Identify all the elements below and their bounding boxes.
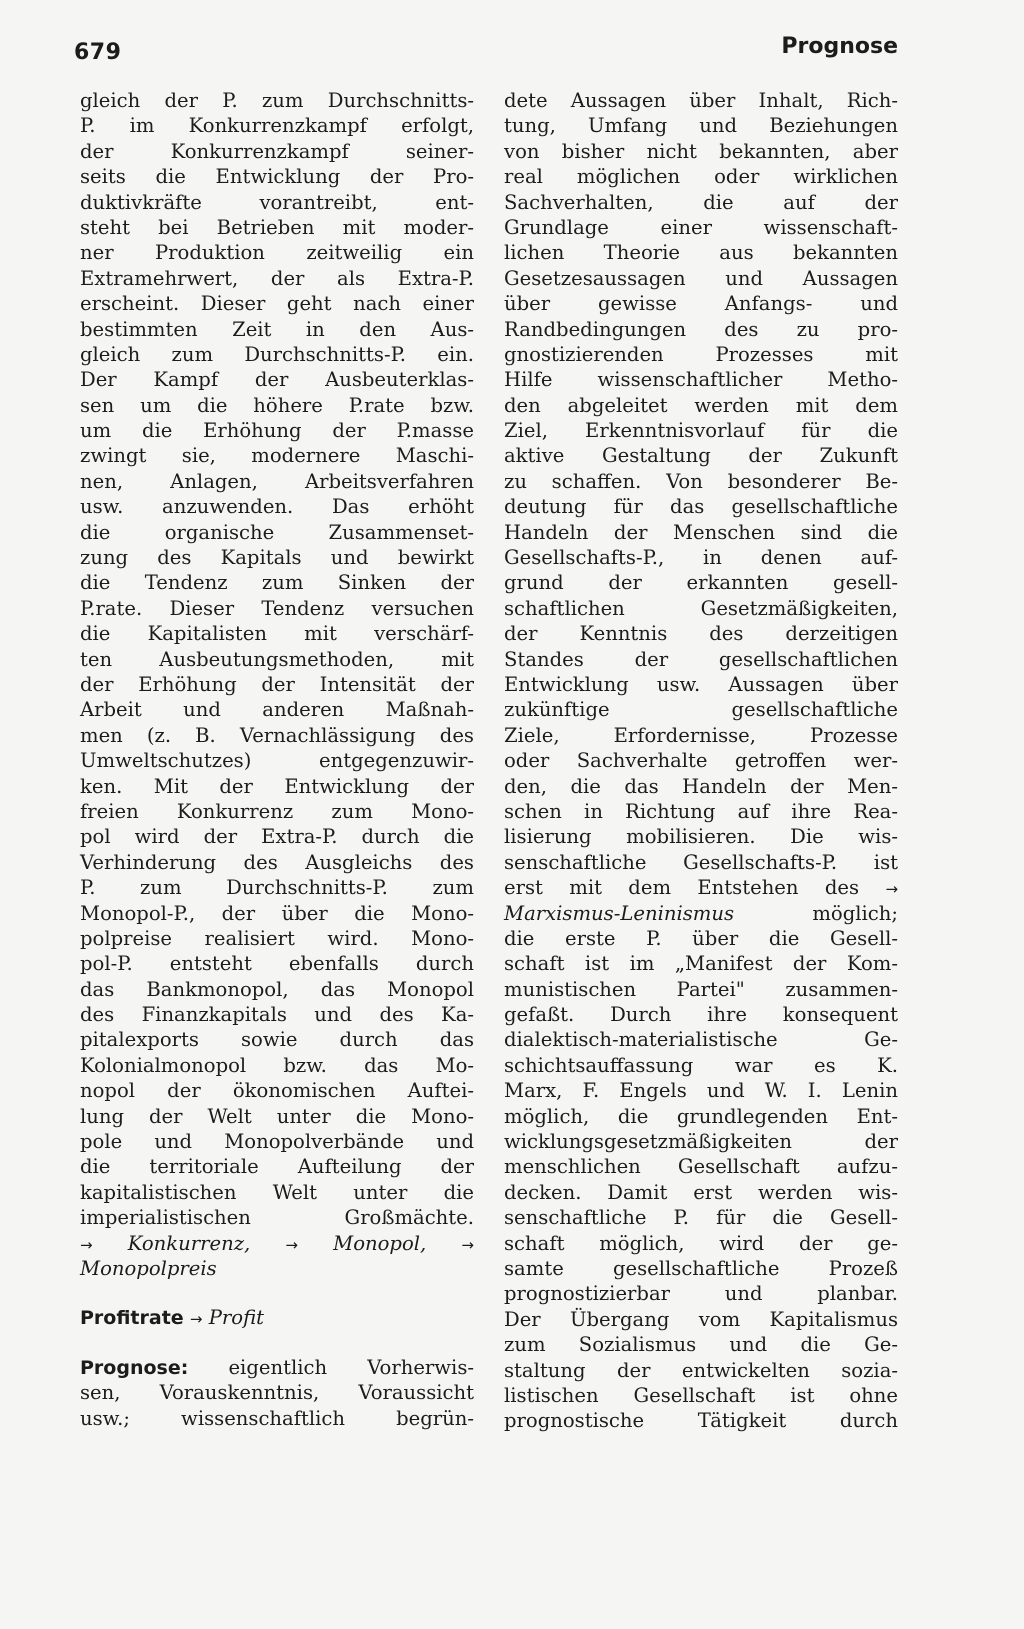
text-line: nopol der ökonomischen Auftei- (80, 1079, 474, 1103)
text-line: wicklungsgesetzmäßigkeiten der (504, 1130, 898, 1154)
text-line: bestimmten Zeit in den Aus- (80, 317, 474, 341)
text-line: Der Übergang vom Kapitalismus (504, 1307, 898, 1331)
text-line: freien Konkurrenz zum Mono- (80, 799, 474, 823)
text-line: Kolonialmonopol bzw. das Mo- (80, 1053, 474, 1077)
headword-profitrate: Profitrate (80, 1307, 184, 1330)
text-line: staltung der entwickelten sozia- (504, 1358, 898, 1382)
text-line: zwingt sie, modernere Maschi- (80, 444, 474, 468)
text-line: das Bankmonopol, das Monopol (80, 977, 474, 1001)
text-line: Arbeit und anderen Maßnah- (80, 698, 474, 722)
text-line: listischen Gesellschaft ist ohne (504, 1383, 898, 1407)
text-line: Gesetzesaussagen und Aussagen (504, 266, 898, 290)
text-fragment: erst mit dem Entstehen des (504, 876, 860, 900)
text-line: real möglichen oder wirklichen (504, 165, 898, 189)
text-line: zung des Kapitals und bewirkt (80, 546, 474, 570)
text-line: gefaßt. Durch ihre konsequent (504, 1003, 898, 1027)
text-line: aktive Gestaltung der Zukunft (504, 444, 898, 468)
text-line: ken. Mit der Entwicklung der (80, 774, 474, 798)
text-line: Umweltschutzes) entgegenzuwir- (80, 749, 474, 773)
text-line: lisierung mobilisieren. Die wis- (504, 825, 898, 849)
entry-prognose-line-1 (80, 1355, 474, 1380)
text-line: usw. anzuwenden. Das erhöht (80, 495, 474, 519)
text-line: pol wird der Extra-P. durch die (80, 825, 474, 849)
text-line: ner Produktion zeitweilig ein (80, 241, 474, 265)
text-line: den, die das Handeln der Men- (504, 774, 898, 798)
text-line: Sachverhalten, die auf der (504, 190, 898, 214)
text-line: lichen Theorie aus bekannten (504, 241, 898, 265)
entry-profitrate (80, 1305, 474, 1330)
text-line: zukünftige gesellschaftliche (504, 698, 898, 722)
text-line: die Kapitalisten mit verschärf- (80, 622, 474, 646)
text-line (504, 901, 898, 926)
text-line: schichtsauffassung war es K. (504, 1053, 898, 1077)
entry-prognose-line-3: usw.; wissenschaftlich begrün- (80, 1406, 474, 1430)
arrow-icon: → (189, 1310, 203, 1329)
headword-prognose: Prognose: (80, 1356, 189, 1379)
text-line: Gesellschafts-P., in denen auf- (504, 546, 898, 570)
text-line: die organische Zusammenset- (80, 520, 474, 544)
text-line: gleich der P. zum Durchschnitts- (80, 89, 474, 112)
entry-prognose-text: eigentlich Vorherwis- (228, 1355, 474, 1379)
arrow-icon: → (885, 880, 899, 899)
text-line: menschlichen Gesellschaft aufzu- (504, 1155, 898, 1179)
text-line: zu schaffen. Von besonderer Be- (504, 469, 898, 493)
text-line: Standes der gesellschaftlichen (504, 647, 898, 671)
text-line: senschaftliche Gesellschafts-P. ist (504, 850, 898, 874)
text-line: Extramehrwert, der als Extra-P. (80, 266, 474, 290)
text-line: nen, Anlagen, Arbeitsverfahren (80, 469, 474, 493)
text-line: imperialistischen Großmächte. (80, 1206, 474, 1230)
text-line: senschaftliche P. für die Gesell- (504, 1206, 898, 1230)
arrow-icon: → (80, 1235, 93, 1254)
text-fragment: möglich; (812, 901, 898, 925)
entry-prognose-line-2: sen, Vorauskenntnis, Voraussicht (80, 1381, 474, 1405)
right-column-body-b (504, 926, 898, 1434)
text-line: die territoriale Aufteilung der (80, 1155, 474, 1179)
text-line: Handeln der Menschen sind die (504, 520, 898, 544)
text-line: des Finanzkapitals und des Ka- (80, 1003, 474, 1027)
text-line: grund der erkannten gesell- (504, 571, 898, 595)
text-line: seits die Entwicklung der Pro- (80, 165, 474, 189)
text-line: deutung für das gesellschaftliche (504, 495, 898, 519)
text-line: über gewisse Anfangs- und (504, 292, 898, 316)
crossref-profit[interactable]: Profit (208, 1306, 265, 1330)
text-line: pol-P. entsteht ebenfalls durch (80, 952, 474, 976)
text-line: Marx, F. Engels und W. I. Lenin (504, 1079, 898, 1103)
text-line: oder Sachverhalte getroffen wer- (504, 749, 898, 773)
text-line: der Konkurrenzkampf seiner- (80, 139, 474, 163)
right-column-body-a (504, 88, 898, 901)
text-line: lung der Welt unter die Mono- (80, 1104, 474, 1128)
text-line (504, 875, 898, 900)
text-line: Der Kampf der Ausbeuterklas- (80, 368, 474, 392)
page-number: 679 (74, 40, 122, 65)
text-line: steht bei Betrieben mit moder- (80, 215, 474, 239)
crossref-monopol[interactable]: Monopol, (333, 1231, 427, 1255)
crossref-konkurrenz[interactable]: Konkurrenz, (127, 1231, 251, 1255)
text-line: gnostizierenden Prozesses mit (504, 342, 898, 366)
text-line: schen in Richtung auf ihre Rea- (504, 799, 898, 823)
crossref-line-1 (80, 1231, 474, 1256)
text-line: prognostizierbar und planbar. (504, 1282, 898, 1306)
text-line: P. im Konkurrenzkampf erfolgt, (80, 114, 474, 138)
text-line: pitalexports sowie durch das (80, 1028, 474, 1052)
text-line: Entwicklung usw. Aussagen über (504, 672, 898, 696)
text-line: samte gesellschaftliche Prozeß (504, 1256, 898, 1280)
text-line: P. zum Durchschnitts-P. zum (80, 876, 474, 900)
text-line: zum Sozialismus und die Ge- (504, 1333, 898, 1357)
text-line: der Kenntnis des derzeitigen (504, 622, 898, 646)
text-line: erscheint. Dieser geht nach einer (80, 292, 474, 316)
text-line: P.rate. Dieser Tendenz versuchen (80, 596, 474, 620)
text-line: decken. Damit erst werden wis- (504, 1180, 898, 1204)
text-line: munistischen Partei" zusammen- (504, 977, 898, 1001)
text-line: schaft möglich, wird der ge- (504, 1231, 898, 1255)
text-line: schaftlichen Gesetzmäßigkeiten, (504, 596, 898, 620)
text-line: Ziele, Erfordernisse, Prozesse (504, 723, 898, 747)
text-line: Randbedingungen des zu pro- (504, 317, 898, 341)
text-line: sen um die höhere P.rate bzw. (80, 393, 474, 417)
left-column-body (80, 88, 474, 1231)
text-line: Verhinderung des Ausgleichs des (80, 850, 474, 874)
crossref-marxismus-leninismus[interactable]: Marxismus-Leninismus (504, 901, 735, 925)
text-line: tung, Umfang und Beziehungen (504, 114, 898, 138)
text-line: die Tendenz zum Sinken der (80, 571, 474, 595)
text-line: dete Aussagen über Inhalt, Rich- (504, 89, 898, 112)
text-line: duktivkräfte vorantreibt, ent- (80, 190, 474, 214)
text-line: Grundlage einer wissenschaft- (504, 215, 898, 239)
left-column (80, 88, 474, 1431)
text-line: Monopol-P., der über die Mono- (80, 901, 474, 925)
text-line: gleich zum Durchschnitts-P. ein. (80, 342, 474, 366)
text-line: der Erhöhung der Intensität der (80, 672, 474, 696)
text-line: kapitalistischen Welt unter die (80, 1180, 474, 1204)
text-line: um die Erhöhung der P.masse (80, 419, 474, 443)
arrow-icon: → (461, 1235, 474, 1254)
arrow-icon: → (285, 1235, 298, 1254)
right-column (504, 88, 898, 1434)
running-head: Prognose (781, 34, 898, 59)
crossref-line-2 (80, 1256, 474, 1281)
text-line: men (z. B. Vernachlässigung des (80, 723, 474, 747)
text-line: polpreise realisiert wird. Mono- (80, 926, 474, 950)
text-line: schaft ist im „Manifest der Kom- (504, 952, 898, 976)
text-line: die erste P. über die Gesell- (504, 926, 898, 950)
text-line: dialektisch-materialistische Ge- (504, 1028, 898, 1052)
text-line: ten Ausbeutungsmethoden, mit (80, 647, 474, 671)
text-line: Hilfe wissenschaftlicher Metho- (504, 368, 898, 392)
text-line: von bisher nicht bekannten, aber (504, 139, 898, 163)
text-line: prognostische Tätigkeit durch (504, 1409, 898, 1433)
text-line: Ziel, Erkenntnisvorlauf für die (504, 419, 898, 443)
text-line: pole und Monopolverbände und (80, 1130, 474, 1154)
crossref-monopolpreis[interactable]: Monopolpreis (80, 1256, 217, 1280)
text-line: den abgeleitet werden mit dem (504, 393, 898, 417)
text-line: möglich, die grundlegenden Ent- (504, 1104, 898, 1128)
